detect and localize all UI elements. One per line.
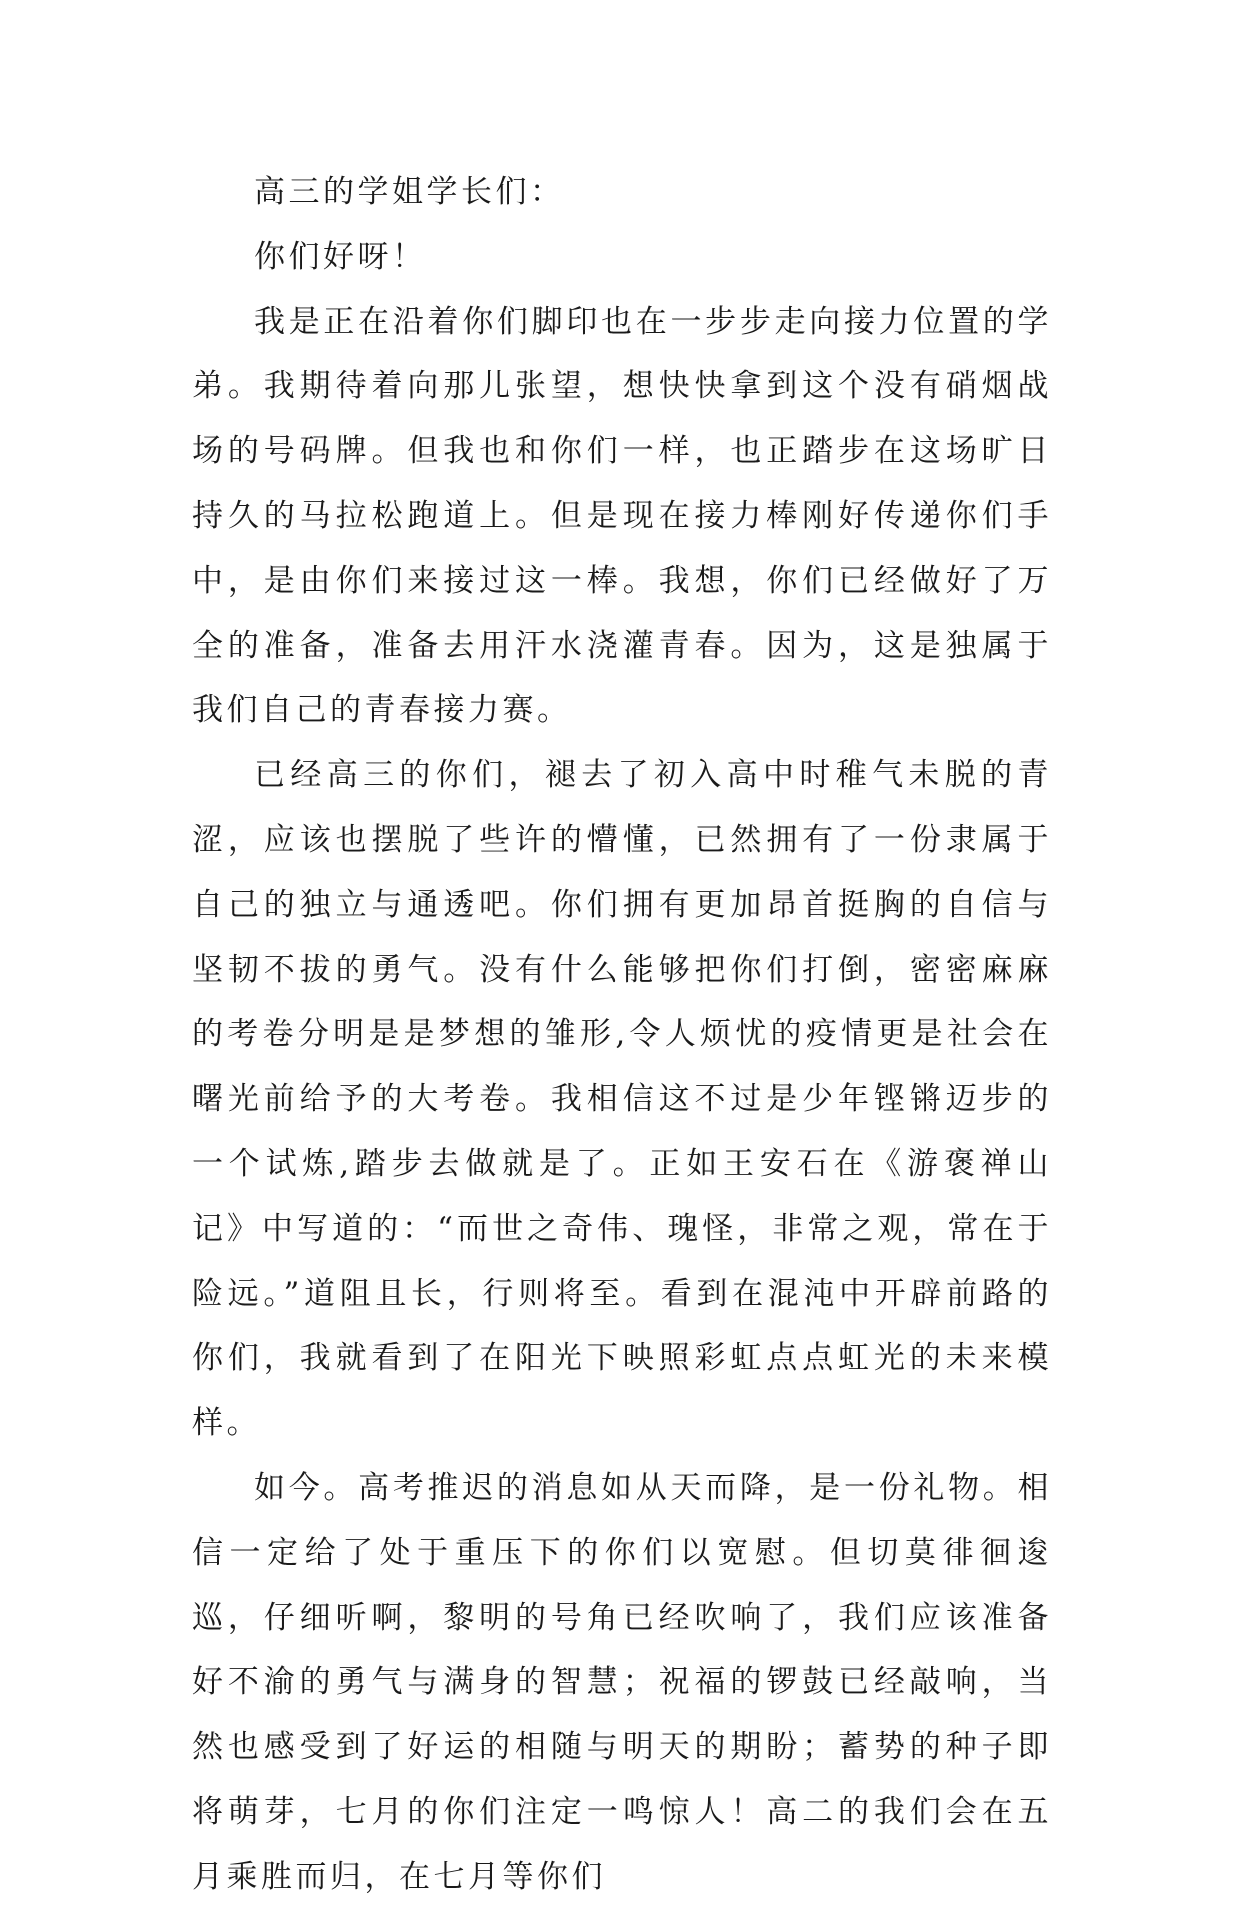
letter-body: [192, 160, 1052, 1910]
letter-paragraph: 如今。高考推迟的消息如从天而降，是一份礼物。相信一定给了处于重压下的你们以宽慰。但切莫徘徊逡巡，仔细听啊，黎明的号角已经吹响了，我们应该准备好不渝的勇气与满身的智慧；祝福的锣鼓已经敲响，当然也感受到了好运的相随与明天的期盼；蓄势的种子即将萌芽，七月的你们注定一鸣惊人！高二的我们会在五月乘胜而归，在七月等你们: [192, 1469, 1052, 1895]
letter-paragraph: 我是正在沿着你们脚印也在一步步走向接力位置的学弟。我期待着向那儿张望，想快快拿到这个没有硝烟战场的号码牌。但我也和你们一样，也正踏步在这场旷日持久的马拉松跑道上。但是现在接力棒刚好传递你们手中，是由你们来接过这一棒。我想，你们已经做好了万全的准备，准备去用汗水浇灌青春。因为，这是独属于我们自己的青春接力赛。: [192, 303, 1052, 729]
letter-salutation: 你们好呀！: [254, 238, 427, 275]
letter-paragraph: 已经高三的你们，褪去了初入高中时稚气未脱的青涩，应该也摆脱了些许的懵懂，已然拥有了一份隶属于自己的独立与通透吧。你们拥有更加昂首挺胸的自信与坚韧不拔的勇气。没有什么能够把你们打倒，密密麻麻的考卷分明是是梦想的雏形,令人烦忧的疫情更是社会在曙光前给予的大考卷。我相信这不过是少年铿锵迈步的一个试炼,踏步去做就是了。正如王安石在《游褒禅山记》中写道的：“而世之奇伟、瑰怪，非常之观，常在于险远。”道阻且长，行则将至。看到在混沌中开辟前路的你们，我就看到了在阳光下映照彩虹点点虹光的未来模样。: [192, 757, 1052, 1442]
letter-greeting: 高三的学姐学长们：: [254, 174, 565, 210]
